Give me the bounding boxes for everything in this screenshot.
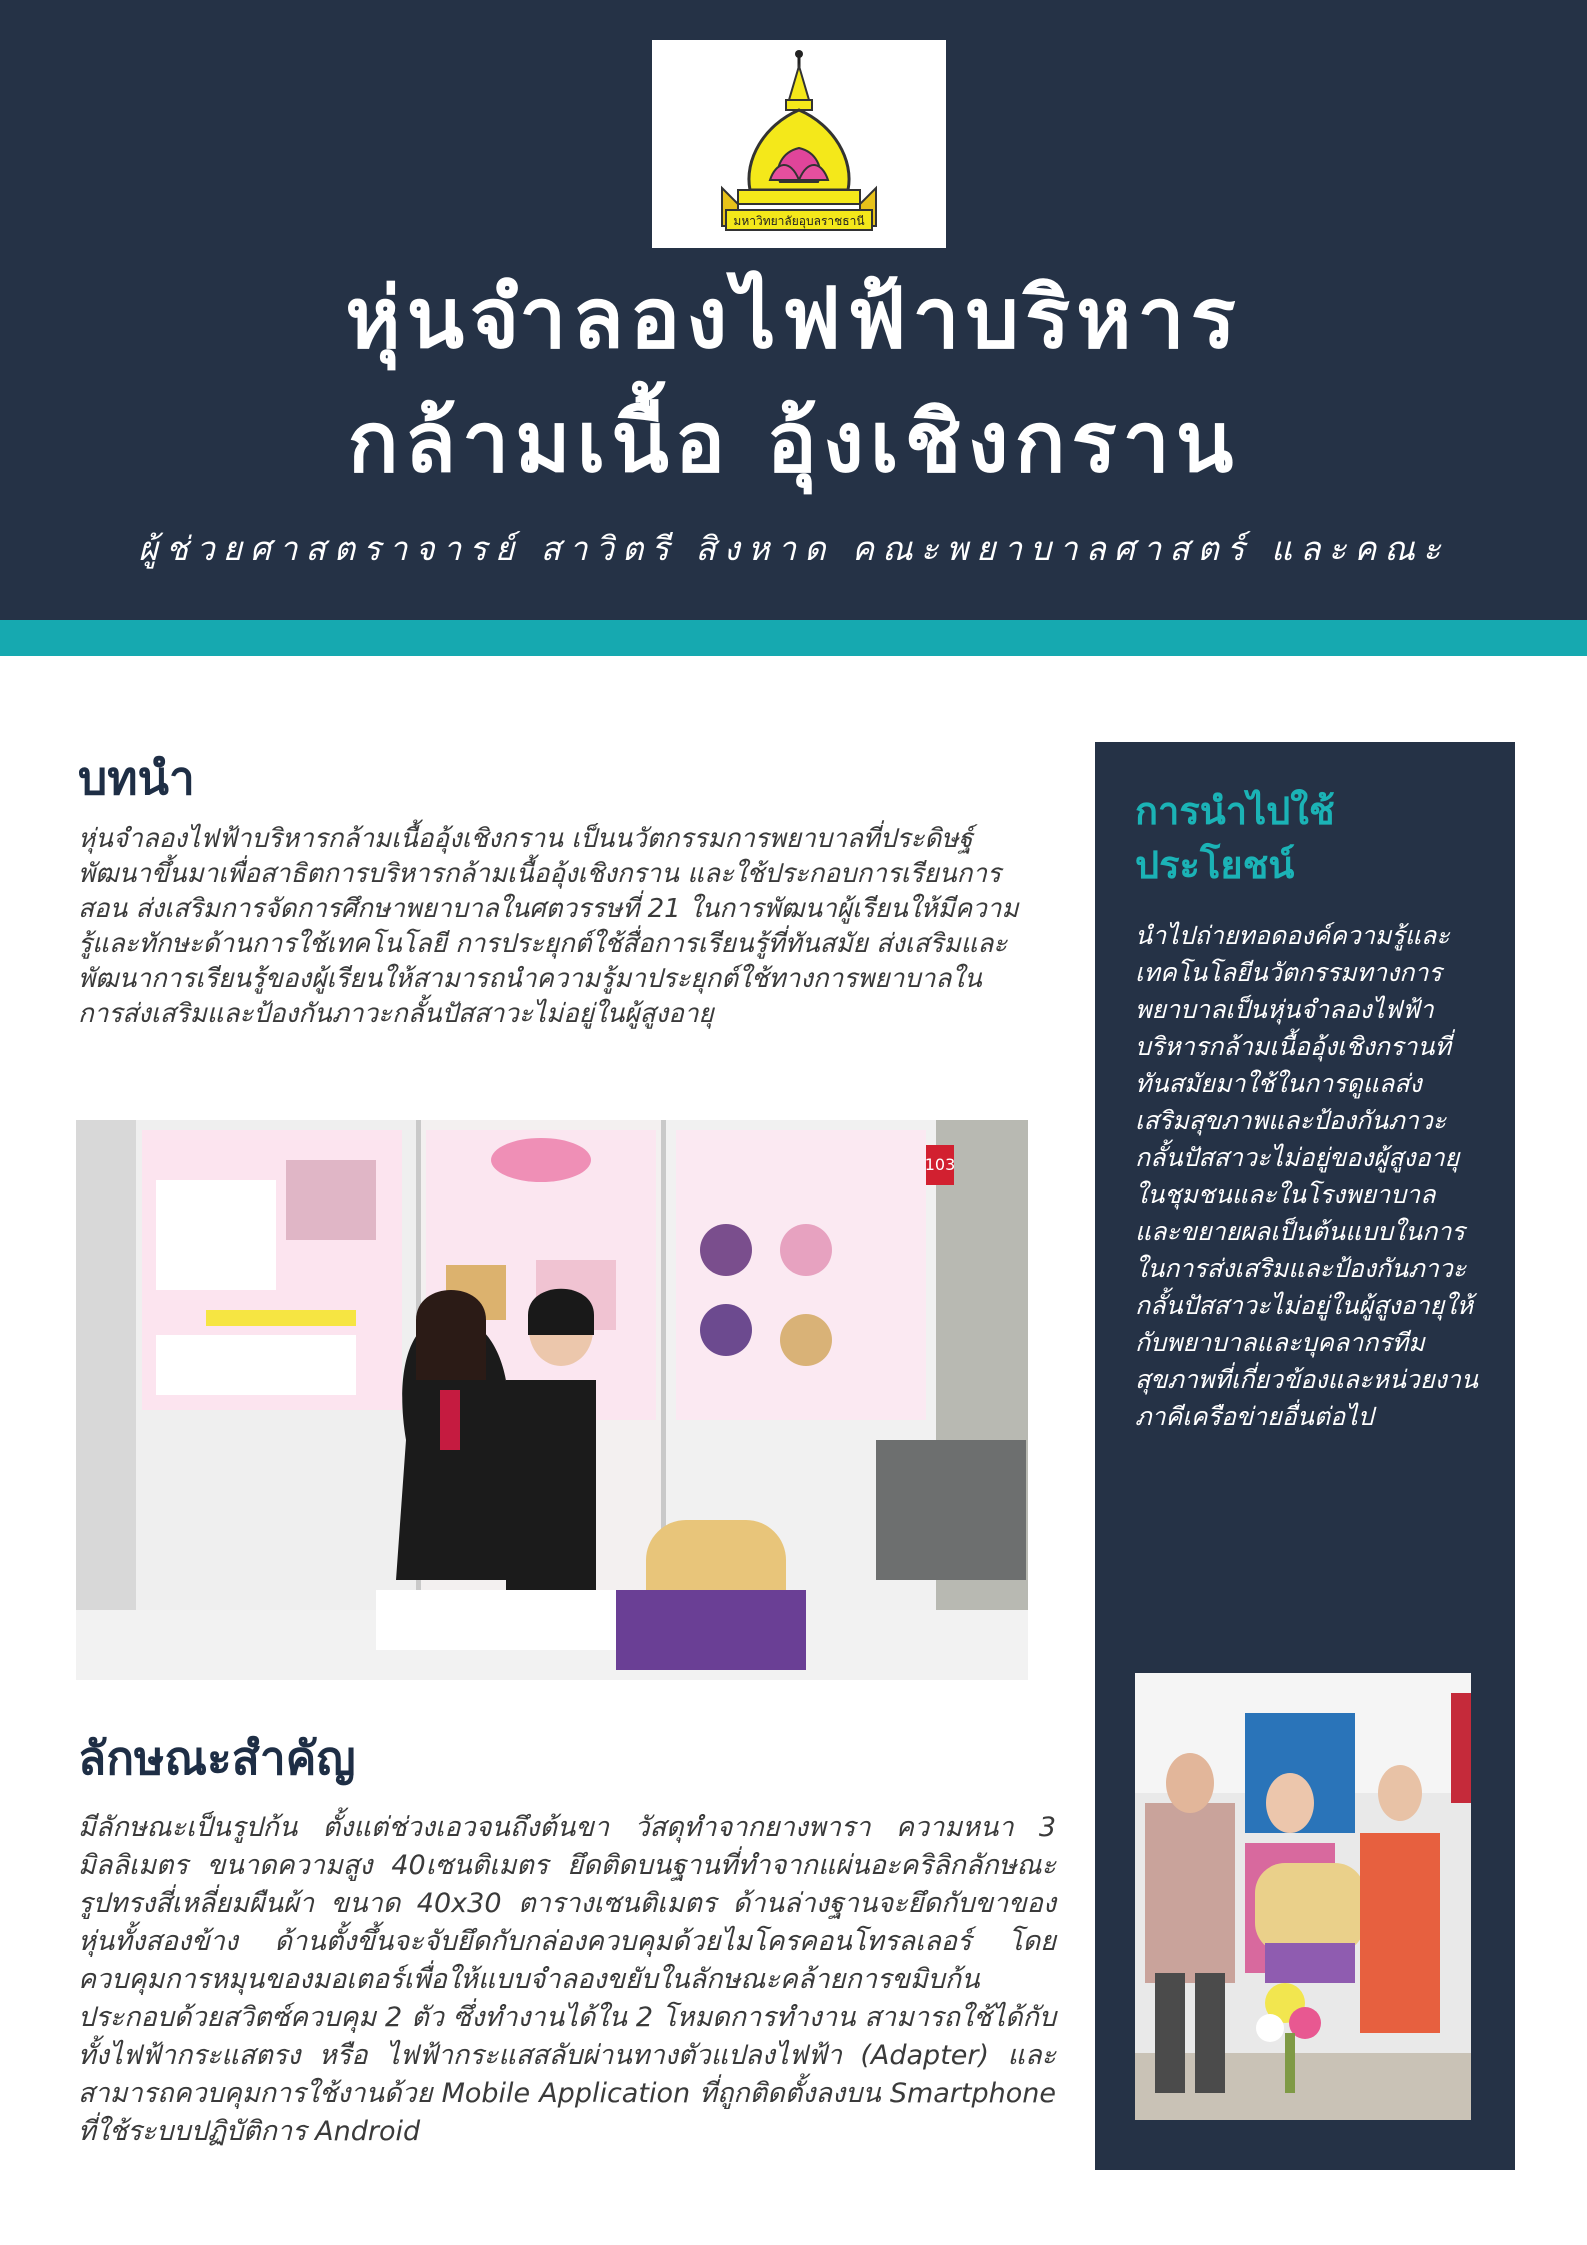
university-emblem-icon	[652, 40, 946, 248]
features-heading: ลักษณะสำคัญ	[78, 1731, 356, 1785]
group-photo	[1135, 1673, 1471, 2120]
exhibition-booth-photo	[76, 1120, 1028, 1680]
intro-body: หุ่นจำลองไฟฟ้าบริหารกล้ามเนื้ออุ้งเชิงกราน เป็นนวัตกรรมการพยาบาลที่ประดิษฐ์พัฒนาขึ้นมาเพื่อสาธิตการบริหารกล้ามเนื้ออุ้งเชิงกราน และใช้ประกอบการเรียนการสอน ส่งเสริมการจัดการศึกษาพยาบาลในศตวรรษที่ 21 ในการพัฒนาผู้เรียนให้มีความรู้และทักษะด้านการใช้เทคโนโลยี การประยุกต์ใช้สื่อการเรียนรู้ที่ทันสมัย ส่งเสริมและพัฒนาการเรียนรู้ของผู้เรียนให้สามารถนำความรู้มาประยุกต์ใช้ทางการพยาบาลในการส่งเสริมและป้องกันภาวะกลั้นปัสสาวะไม่อยู่ในผู้สูงอายุ	[78, 824, 1019, 1029]
poster-title-line-1: หุ่นจำลองไฟฟ้าบริหาร	[345, 269, 1242, 367]
poster-title-line-2: กล้ามเนื้อ อุ้งเชิงกราน	[347, 393, 1240, 491]
sidebar-heading: การนำไปใช้ประโยชน์	[1135, 789, 1335, 887]
university-logo	[652, 40, 946, 248]
intro-heading: บทนำ	[78, 751, 195, 805]
accent-band	[0, 620, 1587, 656]
authors-line: ผู้ช่วยศาสตราจารย์ สาวิตรี สิงหาด คณะพยาบาลศาสตร์ และคณะ	[138, 529, 1449, 568]
booth-sign: 103	[924, 1155, 956, 1174]
logo-caption: มหาวิทยาลัยอุบลราชธานี	[733, 214, 865, 228]
sidebar-body: นำไปถ่ายทอดองค์ความรู้และเทคโนโลยีนวัตกรรมทางการพยาบาลเป็นหุ่นจำลองไฟฟ้าบริหารกล้ามเนื้ออุ้งเชิงกรานที่ทันสมัยมาใช้ในการดูแลส่งเสริมสุขภาพและป้องกันภาวะกลั้นปัสสาวะไม่อยู่ของผู้สูงอายุในชุมชนและในโรงพยาบาล และขยายผลเป็นต้นแบบในการในการส่งเสริมและป้องกันภาวะกลั้นปัสสาวะไม่อยู่ในผู้สูงอายุให้กับพยาบาลและบุคลากรทีมสุขภาพที่เกี่ยวข้องและหน่วยงานภาคีเครือข่ายอื่นต่อไป	[1135, 921, 1478, 1431]
features-body: มีลักษณะเป็นรูปก้น ตั้งแต่ช่วงเอวจนถึงต้นขา วัสดุทำจากยางพารา ความหนา 3 มิลลิเมตร ขนาดความสูง 40เซนติเมตร ยึดติดบนฐานที่ทำจากแผ่นอะคริลิกลักษณะรูปทรงสี่เหลี่ยมผืนผ้า ขนาด 40x30 ตารางเซนติเมตร ด้านล่างฐานจะยึดกับขาของหุ่นทั้งสองข้าง ด้านตั้งขึ้นจะจับยึดกับกล่องควบคุมด้วยไมโครคอนโทรลเลอร์ โดยควบคุมการหมุนของมอเตอร์เพื่อให้แบบจำลองขยับในลักษณะคล้ายการขมิบก้น ประกอบด้วยสวิตซ์ควบคุม 2 ตัว ซึ่งทำงานได้ใน 2 โหมดการทำงาน สามารถใช้ได้กับทั้งไฟฟ้ากระแสตรง หรือ ไฟฟ้ากระแสสลับผ่านทางตัวแปลงไฟฟ้า (Adapter) และสามารถควบคุมการใช้งานด้วย Mobile Application ที่ถูกติดตั้งลงบน Smartphone ที่ใช้ระบบปฏิบัติการ Android	[78, 1812, 1056, 2147]
